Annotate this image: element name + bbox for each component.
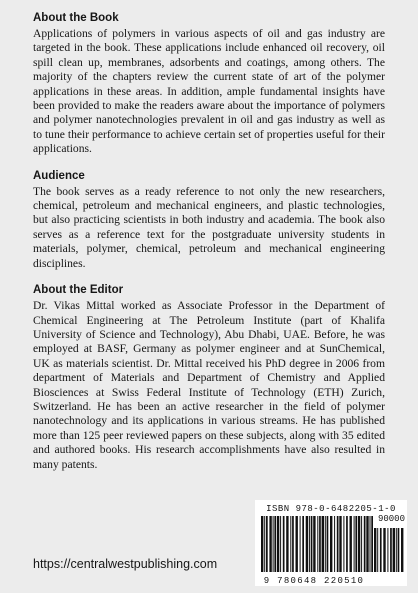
barcode-bar xyxy=(374,528,376,572)
section-heading: Audience xyxy=(33,169,85,182)
barcode-bar xyxy=(355,516,357,572)
barcode-bar xyxy=(370,516,371,572)
barcode-bar xyxy=(334,516,335,572)
barcode-bar xyxy=(327,516,329,572)
barcode-bar xyxy=(283,516,285,572)
section-paragraph: Dr. Vikas Mittal worked as Associate Professor in the Department of Chemical Engineering at The Petroleum Institute (part of Khalifa University of Science and Technology), Abu Dhabi, UAE. Before, he was employed at BASF, Germany as polymer engineer and at SunChemical, UK as materials scientist. Dr. Mittal received his PhD degree in 2006 from department of Materials and Department of Chemistry and Applied Biosciences at Swiss Federal Institute of Technology (ETH) Zurich, Switzerland. He has been an active researcher in the field of polymer nanotechnology and its applications in various streams. He has published more than 125 peer reviewed papers on these subjects, along with 35 edited and authored books. His research accomplishments have also resulted in many patents. xyxy=(33,299,385,471)
barcode-bar xyxy=(354,516,355,572)
barcode-bar xyxy=(325,516,326,572)
barcode-bar xyxy=(317,516,318,572)
audience-section xyxy=(33,169,385,271)
barcode-bar xyxy=(266,516,268,572)
barcode-bar xyxy=(337,516,339,572)
barcode-bar xyxy=(269,516,271,572)
publisher-website: https://centralwestpublishing.com xyxy=(33,557,218,571)
barcode-bar xyxy=(319,516,321,572)
isbn-label: ISBN 978-0-6482205-1-0 xyxy=(266,504,396,514)
barcode-bar xyxy=(264,516,265,572)
barcode-bar xyxy=(343,516,344,572)
barcode-bar xyxy=(296,516,298,572)
barcode-bar xyxy=(346,516,348,572)
barcode-bar xyxy=(387,528,388,572)
barcode-bar xyxy=(306,516,308,572)
barcode-bar xyxy=(383,528,385,572)
barcode-bar xyxy=(371,516,373,572)
barcode-bar xyxy=(300,516,301,572)
barcode-bar xyxy=(366,516,368,572)
barcode-bar xyxy=(396,528,397,572)
barcode-bar xyxy=(309,516,310,572)
barcode-bar xyxy=(390,528,392,572)
barcode-bar xyxy=(313,516,315,572)
barcode-bar xyxy=(350,516,352,572)
barcode-bar xyxy=(364,516,366,572)
barcode-bar xyxy=(322,516,324,572)
barcode-bar xyxy=(330,516,332,572)
barcode-bar xyxy=(361,516,362,572)
barcode-bars-icon xyxy=(261,516,373,572)
barcode-bar xyxy=(261,516,263,572)
barcode-bar xyxy=(380,528,382,572)
barcode-bar xyxy=(286,516,288,572)
barcode-bar xyxy=(398,528,400,572)
addon-barcode-bars-icon xyxy=(374,528,404,572)
section-paragraph: Applications of polymers in various aspects of oil and gas industry are targeted in the book. These applications include enhanced oil recovery, oil spill clean up, membranes, adsorbents and coatings, among others. The majority of the chapters review the current state of art of the polymer applications in these areas. In addition, ample fundamental insights have been provided to make the readers aware about the importance of polymers and polymer nanotechnologies prevalent in oil and gas industry as well as to tune their performance to achieve certain set of properties useful for their applications. xyxy=(33,27,385,156)
barcode-bar xyxy=(401,528,403,572)
barcode-bar xyxy=(339,516,341,572)
section-heading: About the Book xyxy=(33,12,119,24)
barcode-digits: 9 780648 220510 xyxy=(263,576,365,586)
back-cover-text xyxy=(33,11,385,484)
barcode-bar xyxy=(290,516,291,572)
barcode-bar xyxy=(274,516,276,572)
about-book-section xyxy=(33,11,385,157)
price-addon-code: 90000 xyxy=(377,514,405,524)
barcode-bar xyxy=(292,516,294,572)
section-paragraph: The book serves as a ready reference to not only the new researchers, chemical, petroleum and mechanical engineers, and plastic technologies, but also practicing scientists in both industry and academia. The book also serves as a reference text for the postgraduate university students in materials, polymer, chemical, petroleum and mechanical engineering disciplines. xyxy=(33,184,385,270)
barcode-bar xyxy=(302,516,304,572)
isbn-barcode xyxy=(255,500,407,586)
section-heading: About the Editor xyxy=(33,284,124,297)
barcode-bar xyxy=(280,516,281,572)
barcode-bar xyxy=(358,516,360,572)
barcode-bar xyxy=(311,516,313,572)
barcode-bar xyxy=(277,516,279,572)
about-editor-section xyxy=(33,283,385,472)
barcode-bar xyxy=(393,528,395,572)
barcode-bar xyxy=(377,528,378,572)
barcode-bar xyxy=(273,516,274,572)
